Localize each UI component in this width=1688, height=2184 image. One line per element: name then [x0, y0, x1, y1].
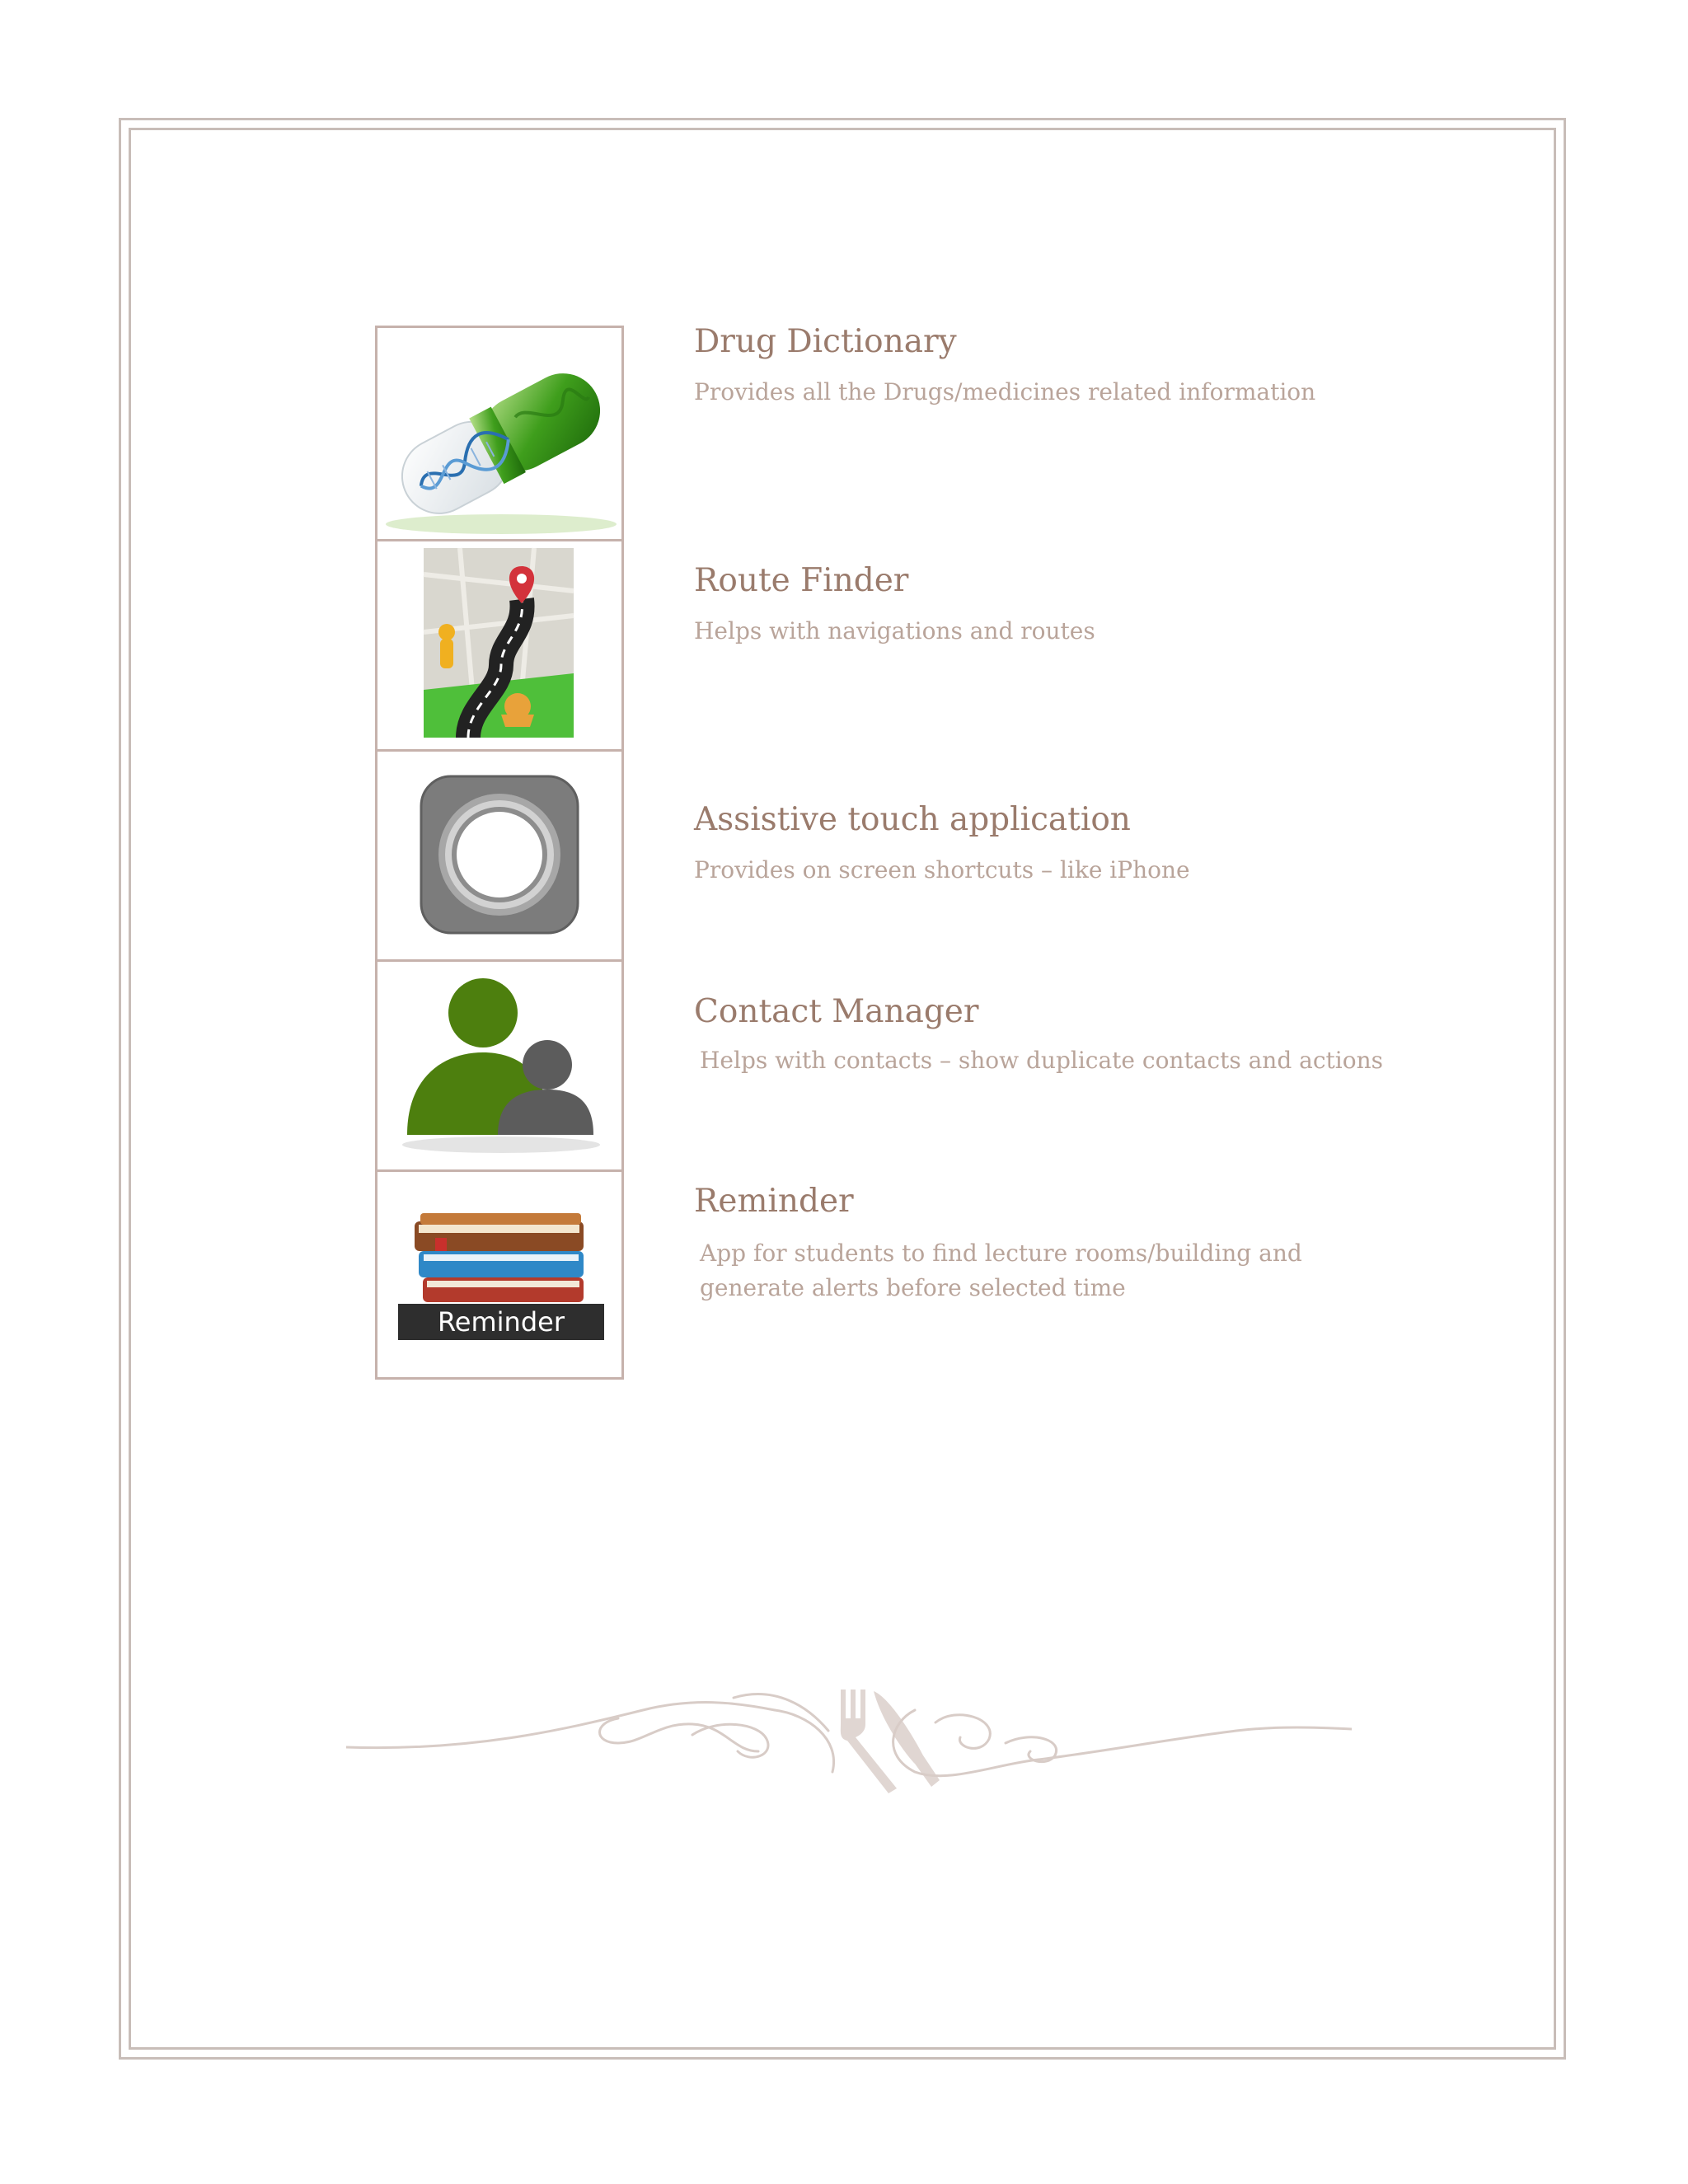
drug-capsule-icon: [377, 328, 621, 539]
reminder-books-icon: [377, 1172, 621, 1377]
app-description: App for students to find lecture rooms/building and generate alerts before selected time: [700, 1240, 1302, 1301]
app-title: Drug Dictionary: [694, 323, 957, 360]
contacts-icon: [377, 962, 621, 1169]
app-title: Route Finder: [694, 562, 909, 599]
app-description: Provides on screen shortcuts – like iPhone: [694, 856, 1190, 883]
app-description: Provides all the Drugs/medicines related information: [694, 378, 1316, 405]
route-finder-icon-cell: [375, 539, 624, 752]
reminder-icon-label: Reminder: [438, 1306, 565, 1338]
app-description: Helps with contacts – show duplicate contacts and actions: [700, 1047, 1383, 1074]
route-map-icon: [377, 541, 621, 749]
app-title: Reminder: [694, 1183, 854, 1220]
app-title: Contact Manager: [694, 993, 979, 1030]
app-description: Helps with navigations and routes: [694, 617, 1095, 644]
assistive-touch-icon-cell: [375, 749, 624, 962]
drug-dictionary-icon-cell: [375, 326, 624, 541]
fork-knife-flourish-icon: [346, 1673, 1352, 1797]
app-title: Assistive touch application: [694, 801, 1131, 838]
reminder-icon-cell: [375, 1169, 624, 1380]
assistive-touch-icon: [377, 752, 621, 959]
contact-manager-icon-cell: [375, 959, 624, 1172]
